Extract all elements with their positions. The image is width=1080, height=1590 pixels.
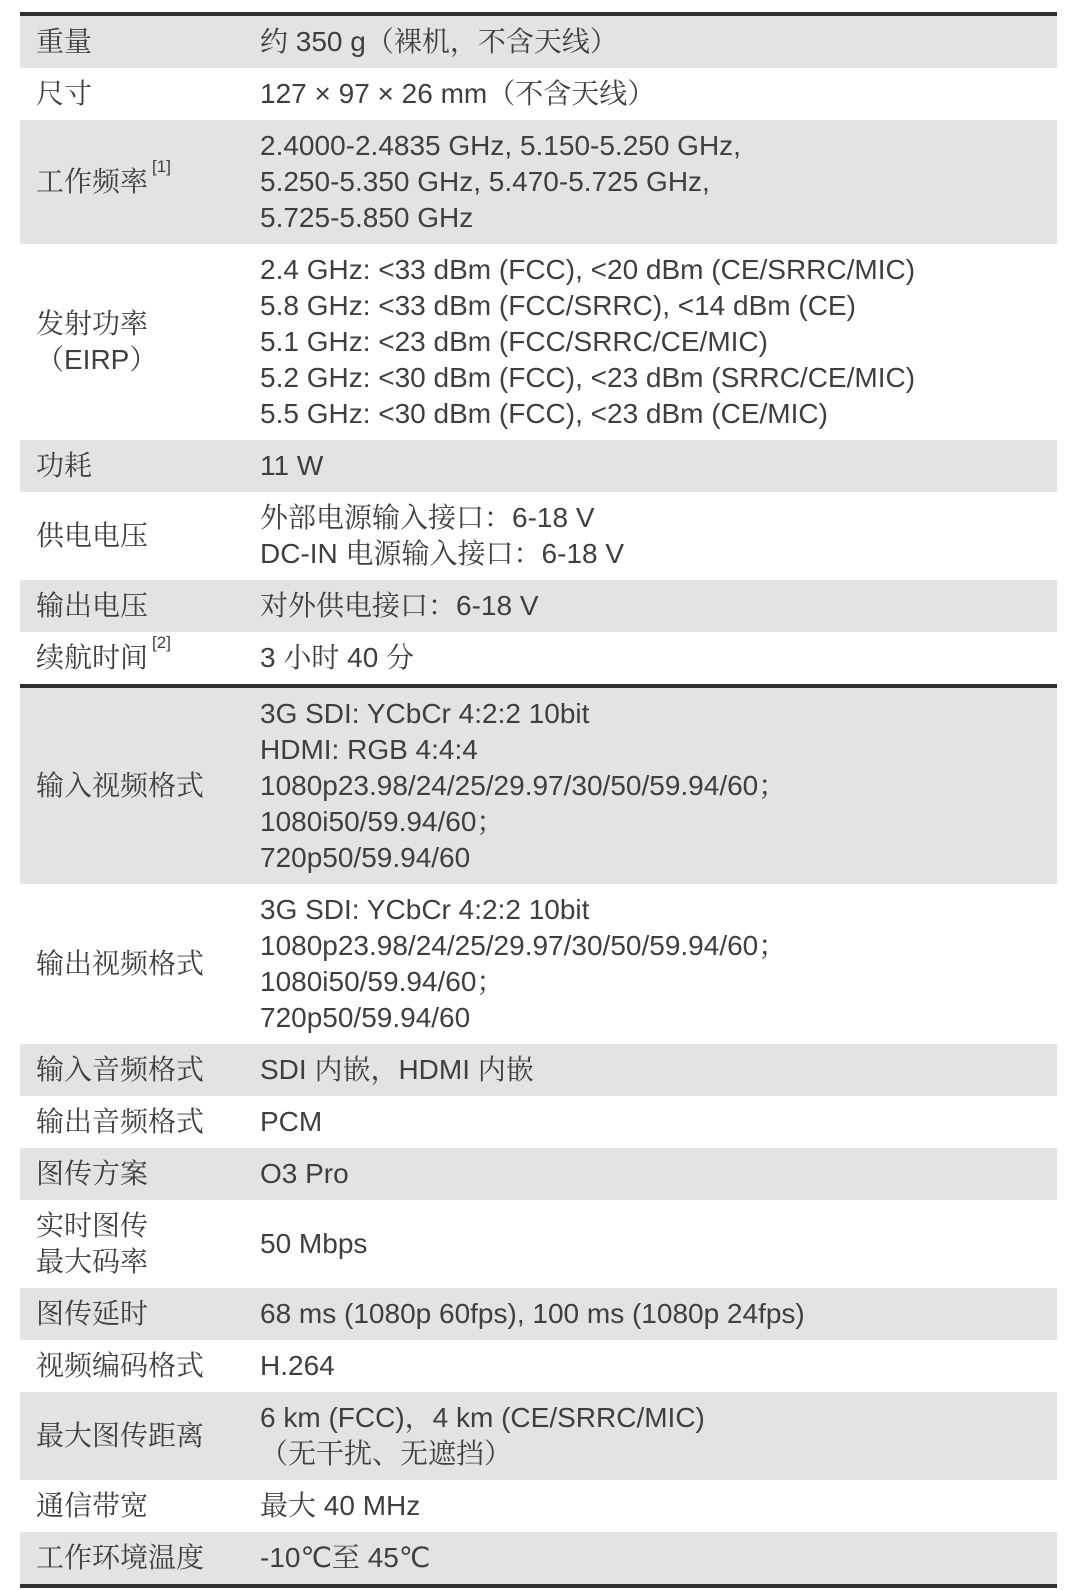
row-label: 发射功率 <box>36 308 149 339</box>
row-value-cell <box>258 244 1057 440</box>
row-value: 720p50/59.94/60 <box>260 1002 471 1033</box>
row-label-cell <box>20 1148 258 1200</box>
row-value-cell <box>258 1480 1057 1532</box>
table-row <box>20 1532 1057 1584</box>
row-value-cell <box>258 1532 1057 1584</box>
row-value-cell <box>258 16 1057 68</box>
row-value: 最大 40 MHz <box>260 1490 421 1521</box>
spec-table <box>20 12 1057 1588</box>
row-value: 50 Mbps <box>260 1228 368 1259</box>
row-value: 1080p23.98/24/25/29.97/30/50/59.94/60； <box>260 770 787 801</box>
horizontal-rule <box>20 1584 1057 1588</box>
row-label-cell <box>20 68 258 120</box>
row-value-cell <box>258 884 1057 1044</box>
row-value-cell <box>258 1096 1057 1148</box>
row-label: 尺寸 <box>36 78 93 109</box>
row-label: 最大码率 <box>36 1246 149 1277</box>
table-row <box>20 884 1057 1044</box>
row-label: 图传延时 <box>36 1298 149 1329</box>
row-label-cell <box>20 1200 258 1288</box>
row-label-cell <box>20 244 258 440</box>
table-row <box>20 688 1057 884</box>
row-value-cell <box>258 632 1057 684</box>
row-label-cell <box>20 16 258 68</box>
row-label: 输入视频格式 <box>36 770 205 801</box>
row-value: 5.1 GHz: <23 dBm (FCC/SRRC/CE/MIC) <box>260 326 768 357</box>
footnote-marker: [2] <box>152 632 171 652</box>
table-row <box>20 1044 1057 1096</box>
row-value-cell <box>258 1148 1057 1200</box>
table-row <box>20 632 1057 684</box>
row-value-cell <box>258 1044 1057 1096</box>
row-value: 2.4 GHz: <33 dBm (FCC), <20 dBm (CE/SRRC/MIC) <box>260 254 916 285</box>
row-value: 127 × 97 × 26 mm（不含天线） <box>260 78 656 109</box>
row-value-cell <box>258 440 1057 492</box>
table-row <box>20 1200 1057 1288</box>
row-label: 输入音频格式 <box>36 1054 205 1085</box>
row-value-cell <box>258 1340 1057 1392</box>
row-label: 视频编码格式 <box>36 1350 205 1381</box>
row-label-cell <box>20 1480 258 1532</box>
row-label: 功耗 <box>36 450 93 481</box>
row-value: 11 W <box>260 450 324 481</box>
row-value-cell <box>258 688 1057 884</box>
table-row <box>20 492 1057 580</box>
row-label-cell <box>20 884 258 1044</box>
row-label-cell <box>20 688 258 884</box>
table-row <box>20 244 1057 440</box>
row-value: 5.2 GHz: <30 dBm (FCC), <23 dBm (SRRC/CE/MIC) <box>260 362 916 393</box>
row-value-cell <box>258 1392 1057 1480</box>
row-value: 3G SDI: YCbCr 4:2:2 10bit <box>260 894 590 925</box>
footnote-marker: [1] <box>152 156 171 176</box>
row-value: 5.8 GHz: <33 dBm (FCC/SRRC), <14 dBm (CE) <box>260 290 856 321</box>
row-value: 1080p23.98/24/25/29.97/30/50/59.94/60； <box>260 930 787 961</box>
table-row <box>20 1288 1057 1340</box>
row-value: 5.725-5.850 GHz <box>260 202 474 233</box>
row-label-cell <box>20 1532 258 1584</box>
row-label: （EIRP） <box>36 344 158 375</box>
row-value: -10℃至 45℃ <box>260 1542 431 1573</box>
table-row <box>20 1096 1057 1148</box>
table-row <box>20 16 1057 68</box>
table-row <box>20 1340 1057 1392</box>
row-label-cell <box>20 1044 258 1096</box>
row-value-cell <box>258 1200 1057 1288</box>
table-row <box>20 120 1057 244</box>
table-row <box>20 1392 1057 1480</box>
row-label-cell <box>20 1340 258 1392</box>
row-value: 2.4000-2.4835 GHz, 5.150-5.250 GHz, <box>260 130 741 161</box>
row-label: 最大图传距离 <box>36 1420 205 1451</box>
row-label: 重量 <box>36 26 93 57</box>
row-label: 续航时间 [2] <box>36 632 171 673</box>
row-value: HDMI: RGB 4:4:4 <box>260 734 478 765</box>
row-value: （无干扰、无遮挡） <box>260 1438 513 1469</box>
row-value: SDI 内嵌，HDMI 内嵌 <box>260 1054 534 1085</box>
row-label: 输出视频格式 <box>36 948 205 979</box>
row-value: 68 ms (1080p 60fps), 100 ms (1080p 24fps) <box>260 1298 805 1329</box>
row-label: 供电电压 <box>36 520 149 551</box>
row-value-cell <box>258 492 1057 580</box>
row-label-cell <box>20 1288 258 1340</box>
row-label-cell <box>20 440 258 492</box>
row-label-cell <box>20 1392 258 1480</box>
row-value: 约 350 g（裸机，不含天线） <box>260 26 618 57</box>
row-label-cell <box>20 492 258 580</box>
table-row <box>20 68 1057 120</box>
row-value: 6 km (FCC)，4 km (CE/SRRC/MIC) <box>260 1402 705 1433</box>
row-label: 输出音频格式 <box>36 1106 205 1137</box>
row-value: PCM <box>260 1106 323 1137</box>
row-label: 输出电压 <box>36 590 149 621</box>
row-value-cell <box>258 1288 1057 1340</box>
row-value: 5.250-5.350 GHz, 5.470-5.725 GHz, <box>260 166 710 197</box>
row-value: 对外供电接口：6-18 V <box>260 590 539 621</box>
table-row <box>20 580 1057 632</box>
row-value: O3 Pro <box>260 1158 349 1189</box>
row-value: DC-IN 电源输入接口：6-18 V <box>260 538 625 569</box>
row-label: 工作环境温度 <box>36 1542 205 1573</box>
row-value: 5.5 GHz: <30 dBm (FCC), <23 dBm (CE/MIC) <box>260 398 828 429</box>
row-label-cell <box>20 1096 258 1148</box>
row-value-cell <box>258 120 1057 244</box>
row-value-cell <box>258 68 1057 120</box>
row-value: 1080i50/59.94/60； <box>260 806 505 837</box>
row-label-cell <box>20 580 258 632</box>
row-value: 3G SDI: YCbCr 4:2:2 10bit <box>260 698 590 729</box>
table-row <box>20 440 1057 492</box>
row-label-cell <box>20 632 258 684</box>
row-value: 3 小时 40 分 <box>260 642 415 673</box>
row-value-cell <box>258 580 1057 632</box>
row-value: 720p50/59.94/60 <box>260 842 471 873</box>
row-label-cell <box>20 120 258 244</box>
row-value: H.264 <box>260 1350 335 1381</box>
row-label: 工作频率 [1] <box>36 156 171 197</box>
row-value: 外部电源输入接口：6-18 V <box>260 502 595 533</box>
row-label: 实时图传 <box>36 1210 149 1241</box>
row-label: 通信带宽 <box>36 1490 149 1521</box>
table-row <box>20 1148 1057 1200</box>
table-row <box>20 1480 1057 1532</box>
row-label: 图传方案 <box>36 1158 149 1189</box>
row-value: 1080i50/59.94/60； <box>260 966 505 997</box>
